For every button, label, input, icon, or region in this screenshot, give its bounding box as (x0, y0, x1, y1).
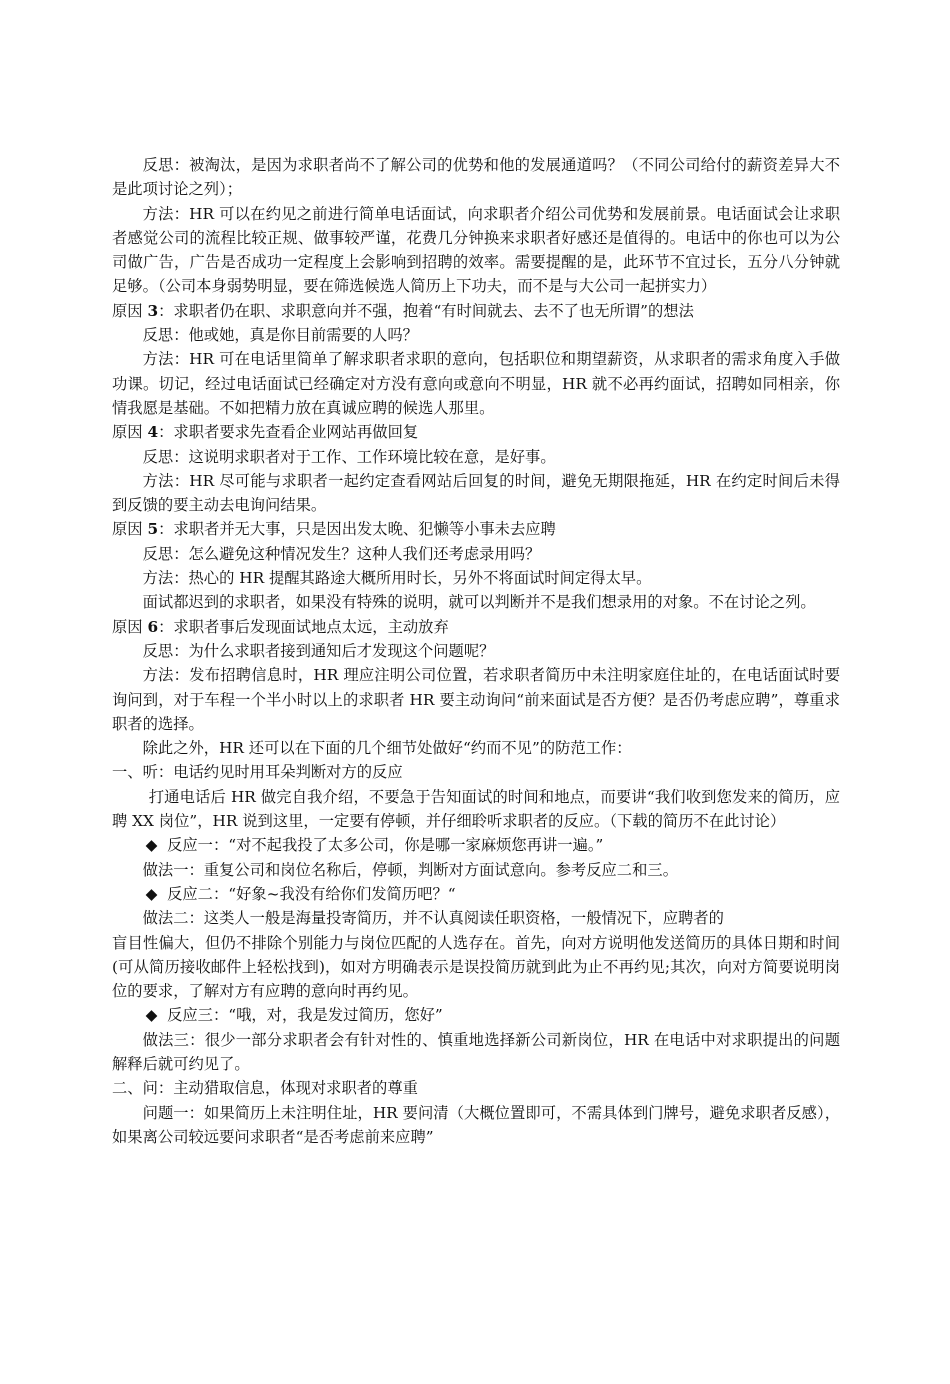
paragraph: 除此之外，HR 还可以在下面的几个细节处做好“约而不见”的防范工作： (142, 739, 632, 758)
paragraph: 反思：这说明求职者对于工作、工作环境比较在意，是好事。 (142, 447, 556, 466)
document-body (112, 153, 840, 1149)
reason-heading (112, 420, 840, 444)
reason-label: 原因 (112, 617, 148, 636)
reason-number: 6 (147, 617, 159, 636)
reason-heading (112, 517, 840, 541)
reason-label: 原因 (112, 520, 148, 539)
paragraph: 反思：被淘汰，是因为求职者尚不了解公司的优势和他的发展通道吗？（不同公司给付的薪资差异大不是此项讨论之列）； (112, 156, 840, 199)
paragraph: 问题一：如果简历上未注明住址，HR 要问清（大概位置即可，不需具体到门牌号，避免求职者反感），如果离公司较远要问求职者“是否考虑前来应聘” (112, 1103, 840, 1146)
diamond-bullet-icon: ◆ (145, 884, 158, 903)
reason-text: ：求职者并无大事，只是因出发太晚、犯懒等小事未去应聘 (158, 520, 556, 539)
paragraph: 方法：HR 可以在约见之前进行简单电话面试，向求职者介绍公司优势和发展前景。电话面试会让求职者感觉公司的流程比较正规、做事较严谨，花费几分钟换来求职者好感还是值得的。电话中的你也可以为公司做广告，广告是否成功一定程度上会影响到招聘的效率。需要提醒的是，此环节不宜过长，五分八分钟就足够。（公司本身弱势明显，要在筛选候选人简历上下功夫，而不是与大公司一起拼实力） (112, 204, 840, 296)
reason-heading (112, 299, 840, 323)
reason-text: ：求职者仍在职、求职意向并不强，抱着“有时间就去、去不了也无所谓”的想法 (158, 301, 694, 320)
paragraph: 做法二：这类人一般是海量投寄简历，并不认真阅读任职资格，一般情况下，应聘者的 (142, 909, 724, 928)
reason-text: ：求职者要求先查看企业网站再做回复 (158, 423, 419, 442)
bullet-text: 反应三：“哦，对，我是发过简历，您好” (167, 1006, 443, 1025)
reason-heading (112, 615, 840, 639)
reason-number: 5 (147, 520, 159, 539)
paragraph: 方法：发布招聘信息时，HR 理应注明公司位置，若求职者简历中未注明家庭住址的，在电话面试时要询问到，对于车程一个半小时以上的求职者 HR 要主动询问“前来面试是否方便？是否仍考虑应聘”，尊重求职者的选择。 (112, 666, 840, 733)
bullet-text: 反应一：“对不起我投了太多公司，你是哪一家麻烦您再讲一遍。” (167, 836, 604, 855)
section-line: 盲目性偏大，但仍不排除个别能力与岗位匹配的人选存在。首先，向对方说明他发送简历的具体日期和时间(可从简历接收邮件上轻松找到)，如对方明确表示是误投简历就到此为止不再约见;其次，向对方简要说明岗位的要求，了解对方有应聘的意向时再约见。 (112, 933, 840, 1001)
reason-number: 3 (147, 301, 159, 320)
paragraph: 方法：HR 可在电话里简单了解求职者求职的意向，包括职位和期望薪资，从求职者的需求角度入手做功课。切记，经过电话面试已经确定对方没有意向或意向不明显，HR 就不必再约面试，招聘如同相亲，你情我愿是基础。不如把精力放在真诚应聘的候选人那里。 (112, 350, 840, 417)
bullet-item (112, 1003, 840, 1027)
paragraph: 反思：为什么求职者接到通知后才发现这个问题呢？ (142, 641, 495, 660)
reason-number: 4 (147, 423, 159, 442)
paragraph: 方法：热心的 HR 提醒其路途大概所用时长，另外不将面试时间定得太早。 (142, 569, 652, 588)
paragraph: 做法一：重复公司和岗位名称后，停顿，判断对方面试意向。参考反应二和三。 (142, 860, 678, 879)
paragraph: 面试都迟到的求职者，如果没有特殊的说明，就可以判断并不是我们想录用的对象。不在讨论之列。 (142, 593, 816, 612)
diamond-bullet-icon: ◆ (145, 836, 158, 855)
reason-text: ：求职者事后发现面试地点太远，主动放弃 (158, 617, 449, 636)
paragraph: 做法三：很少一部分求职者会有针对性的、慎重地选择新公司新岗位，HR 在电话中对求职提出的问题解释后就可约见了。 (112, 1030, 840, 1073)
paragraph: 打通电话后 HR 做完自我介绍，不要急于告知面试的时间和地点，而要讲“我们收到您发来的简历，应聘 XX 岗位”，HR 说到这里，一定要有停顿，并仔细聆听求职者的反应。（下载的简历不在此讨论） (112, 787, 840, 831)
bullet-text: 反应二：“好象~我没有给你们发简历吧？“ (167, 884, 456, 903)
diamond-bullet-icon: ◆ (145, 1006, 158, 1025)
bullet-item (112, 882, 840, 906)
paragraph: 方法：HR 尽可能与求职者一起约定查看网站后回复的时间，避免无期限拖延，HR 在约定时间后未得到反馈的要主动去电询问结果。 (112, 471, 840, 515)
reason-label: 原因 (112, 301, 148, 320)
reason-label: 原因 (112, 423, 148, 442)
paragraph: 反思：他或她，真是你目前需要的人吗？ (142, 326, 418, 345)
paragraph: 反思：怎么避免这种情况发生？这种人我们还考虑录用吗？ (142, 544, 541, 563)
section-line: 一、听：电话约见时用耳朵判断对方的反应 (112, 763, 403, 782)
bullet-item (112, 833, 840, 857)
section-line: 二、问：主动猎取信息，体现对求职者的尊重 (112, 1079, 418, 1098)
